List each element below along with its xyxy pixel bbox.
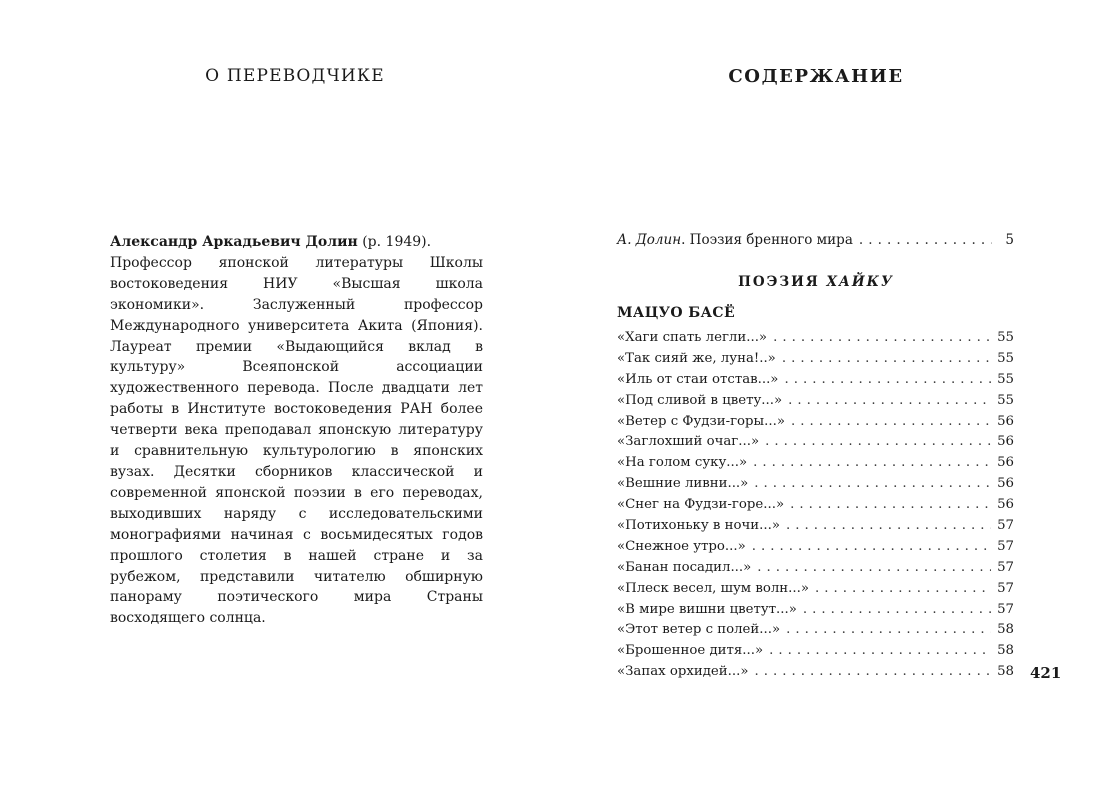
toc-entry-title: «Банан посадил...» (617, 559, 752, 575)
toc-entry-page: 56 (997, 455, 1014, 471)
toc-entry-page: 56 (997, 476, 1014, 492)
toc-entry[interactable] (617, 349, 1014, 370)
bio-paragraph (110, 232, 483, 629)
leader-dots (791, 412, 991, 433)
leader-dots (769, 641, 991, 662)
toc-entry-title: «Снежное утро...» (617, 538, 746, 554)
toc-entry-page: 55 (997, 350, 1014, 366)
toc-entry-title: «Вешние ливни...» (617, 476, 749, 492)
page-number: 421 (1030, 664, 1062, 682)
leader-dots (773, 328, 991, 349)
toc-entry[interactable] (617, 412, 1014, 433)
toc-entry-title: «Под сливой в цвету...» (617, 392, 783, 408)
leader-dots (786, 516, 991, 537)
toc-entry[interactable] (617, 641, 1014, 662)
toc-entry-page: 57 (997, 580, 1014, 596)
toc-entry[interactable] (617, 620, 1014, 641)
toc-entry[interactable] (617, 432, 1014, 453)
toc-entry-title: «Иль от стаи отстав...» (617, 371, 779, 387)
toc-entry-page: 56 (997, 497, 1014, 513)
translator-years: (р. 1949). (357, 234, 432, 250)
toc-list (617, 328, 1014, 683)
leader-dots (752, 537, 991, 558)
toc-entry[interactable] (617, 537, 1014, 558)
toc-entry-title: «Так сияй же, луна!..» (617, 350, 776, 366)
leader-dots (754, 474, 991, 495)
toc-preface-entry[interactable] (617, 232, 1014, 248)
author-heading: МАЦУО БАСЁ (617, 305, 736, 321)
toc-entry-page: 58 (997, 622, 1014, 638)
toc-entry-page: 57 (997, 559, 1014, 575)
toc-entry[interactable] (617, 495, 1014, 516)
leader-dots (788, 391, 991, 412)
toc-entry[interactable] (617, 516, 1014, 537)
toc-entry[interactable] (617, 600, 1014, 621)
toc-entry-title: «Ветер с Фудзи-горы...» (617, 413, 785, 429)
toc-entry[interactable] (617, 391, 1014, 412)
right-page (550, 0, 1100, 789)
section-heading (616, 274, 1016, 290)
toc-entry-page: 57 (997, 601, 1014, 617)
leader-dots (757, 558, 991, 579)
toc-entry-page: 56 (997, 434, 1014, 450)
toc-entry-page: 55 (997, 392, 1014, 408)
toc-entry-title: «Брошенное дитя...» (617, 643, 764, 659)
preface-page: 5 (1005, 232, 1014, 248)
toc-entry-page: 58 (997, 643, 1014, 659)
toc-entry[interactable] (617, 662, 1014, 683)
preface-title: . Поэзия бренного мира (681, 232, 853, 248)
toc-entry-page: 57 (997, 518, 1014, 534)
section-heading-italic: ХАЙКУ (826, 274, 894, 290)
preface-author: А. Долин (617, 232, 682, 248)
leader-dots (803, 600, 991, 621)
leader-dots (859, 232, 992, 248)
toc-entry[interactable] (617, 453, 1014, 474)
toc-entry-title: «Запах орхидей...» (617, 664, 749, 680)
toc-entry-page: 58 (997, 664, 1014, 680)
leader-dots (765, 432, 991, 453)
toc-entry-title: «Этот ветер с полей...» (617, 622, 781, 638)
page-title: О ПЕРЕВОДЧИКЕ (205, 66, 385, 86)
toc-entry-title: «Потихоньку в ночи...» (617, 518, 780, 534)
toc-entry-page: 56 (997, 413, 1014, 429)
bio-text: Профессор японской литературы Школы востоковедения НИУ «Высшая школа экономики». Заслуженный профессор Международного университета Акита (Япония). Лауреат премии «Выдающийся вклад в культуру» Всеяпонской ассоциации художественного перевода. После двадцати лет работы в Институте востоковедения РАН более четверти века преподавал японскую литературу и сравнительную культурологию в японских вузах. Десятки сборников классической и современной японской поэзии в его переводах, выходивших наряду с исследовательскими монографиями начиная с восьмидесятых годов прошлого столетия в нашей стране и за рубежом, представили читателю обширную панораму поэтического мира Страны восходящего солнца. (110, 254, 483, 627)
leader-dots (753, 453, 991, 474)
toc-entry-title: «Снег на Фудзи-горе...» (617, 497, 785, 513)
leader-dots (782, 349, 991, 370)
toc-title: СОДЕРЖАНИЕ (728, 66, 904, 87)
toc-entry-title: «В мире вишни цветут...» (617, 601, 797, 617)
leader-dots (786, 620, 991, 641)
leader-dots (790, 495, 991, 516)
toc-entry-page: 55 (997, 371, 1014, 387)
toc-entry[interactable] (617, 370, 1014, 391)
toc-entry[interactable] (617, 558, 1014, 579)
leader-dots (784, 370, 991, 391)
toc-entry-title: «Заглохший очаг...» (617, 434, 760, 450)
translator-name: Александр Аркадьевич Долин (110, 234, 358, 250)
translator-bio (110, 232, 483, 629)
toc-entry-title: «На голом суку...» (617, 455, 748, 471)
toc-entry[interactable] (617, 328, 1014, 349)
toc-entry-title: «Хаги спать легли...» (617, 330, 768, 345)
section-heading-prefix: ПОЭЗИЯ (738, 274, 827, 290)
toc-entry-page: 57 (997, 538, 1014, 554)
leader-dots (815, 579, 991, 600)
toc-entry-page: 55 (997, 330, 1014, 345)
toc-entry[interactable] (617, 474, 1014, 495)
toc-entry[interactable] (617, 579, 1014, 600)
leader-dots (754, 662, 991, 683)
toc-entry-title: «Плеск весел, шум волн...» (617, 580, 809, 596)
